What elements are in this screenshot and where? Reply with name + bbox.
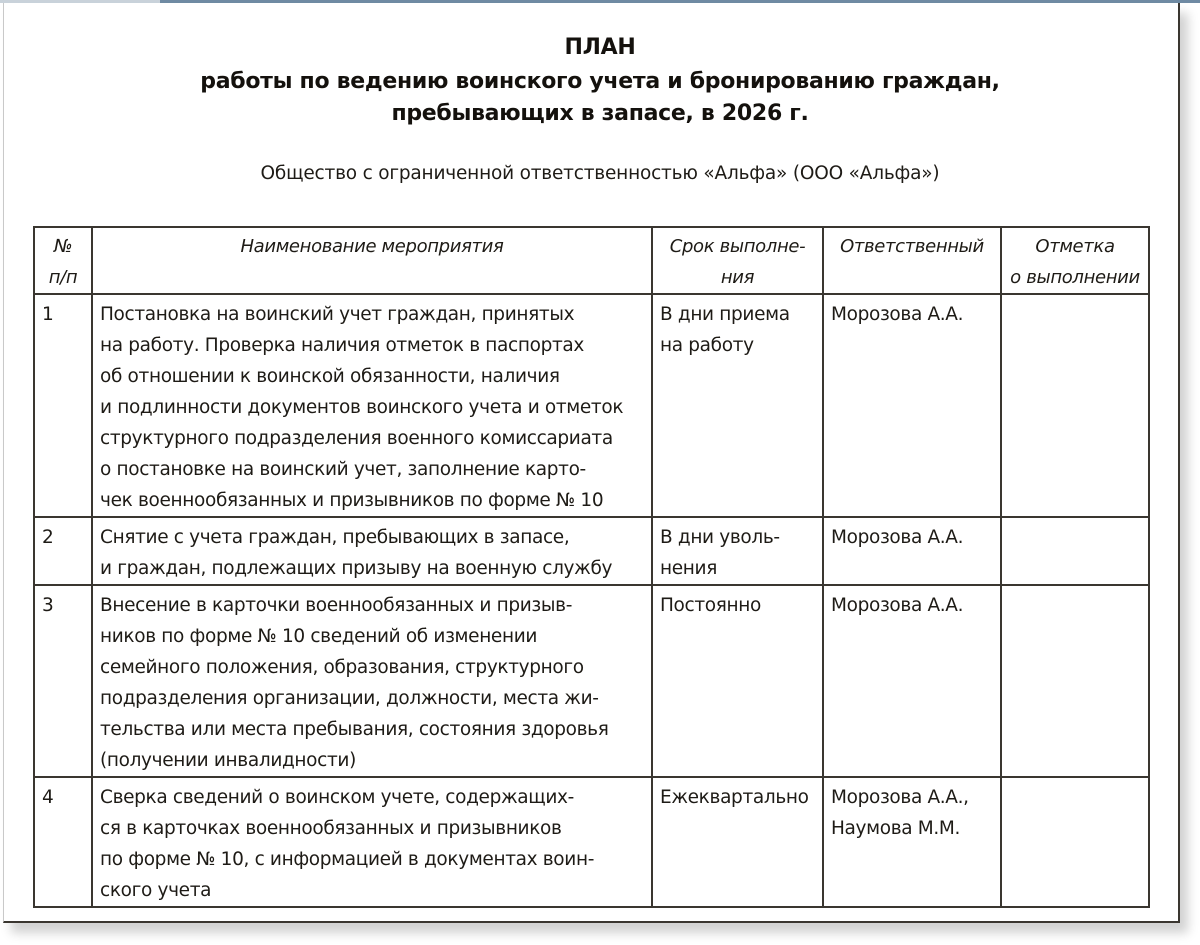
responsible-text: Морозова А.А. bbox=[831, 595, 964, 616]
completion-mark-cell[interactable] bbox=[1001, 585, 1149, 777]
row-number: 1 bbox=[34, 294, 92, 517]
header-text: п/п bbox=[48, 267, 78, 288]
deadline-cell bbox=[652, 585, 823, 777]
responsible-cell bbox=[823, 294, 1001, 517]
activity-text: чек военнообязанных и призывников по форме № 10 bbox=[100, 490, 604, 511]
activity-text: ников по форме № 10 сведений об изменении bbox=[100, 626, 538, 647]
activity-text: ся в карточках военнообязанных и призывников bbox=[100, 818, 562, 839]
deadline-text: нения bbox=[660, 558, 717, 579]
column-header-deadline bbox=[652, 227, 823, 294]
activity-cell bbox=[92, 517, 652, 585]
completion-mark-cell[interactable] bbox=[1001, 517, 1149, 585]
responsible-cell bbox=[823, 585, 1001, 777]
activity-text: тельства или места пребывания, состояния здоровья bbox=[100, 719, 609, 740]
deadline-text: Ежеквартально bbox=[660, 787, 809, 808]
plan-table bbox=[33, 226, 1150, 908]
table-header-row bbox=[34, 227, 1149, 294]
activity-text: (получении инвалидности) bbox=[100, 750, 356, 771]
header-text: ния bbox=[720, 267, 755, 288]
deadline-text: Постоянно bbox=[660, 595, 761, 616]
table-row bbox=[34, 777, 1149, 907]
activity-text: ского учета bbox=[100, 880, 212, 901]
deadline-cell bbox=[652, 517, 823, 585]
row-number: 4 bbox=[34, 777, 92, 907]
column-header-responsible bbox=[823, 227, 1001, 294]
row-number: 2 bbox=[34, 517, 92, 585]
deadline-cell bbox=[652, 777, 823, 907]
document-title: ПЛАН bbox=[564, 35, 636, 60]
responsible-cell bbox=[823, 517, 1001, 585]
activity-cell bbox=[92, 585, 652, 777]
activity-text: Постановка на воинский учет граждан, принятых bbox=[100, 304, 575, 325]
deadline-cell bbox=[652, 294, 823, 517]
responsible-text: Морозова А.А. bbox=[831, 527, 964, 548]
deadline-text: на работу bbox=[660, 335, 754, 356]
responsible-cell bbox=[823, 777, 1001, 907]
organization-name: Общество с ограниченной ответственностью «Альфа» (ООО «Альфа») bbox=[260, 163, 940, 184]
document-subtitle-line-2: пребывающих в запасе, в 2026 г. bbox=[391, 101, 809, 126]
header-text: Отметка bbox=[1035, 236, 1115, 257]
responsible-text: Наумова М.М. bbox=[831, 818, 961, 839]
header-text: Срок выполне- bbox=[669, 236, 806, 257]
activity-text: Сверка сведений о воинском учете, содержащих- bbox=[100, 787, 574, 808]
activity-text: по форме № 10, с информацией в документах воин- bbox=[100, 849, 595, 870]
completion-mark-cell[interactable] bbox=[1001, 777, 1149, 907]
column-header-number bbox=[34, 227, 92, 294]
activity-cell bbox=[92, 294, 652, 517]
activity-cell bbox=[92, 777, 652, 907]
document-subtitle-line-1: работы по ведению воинского учета и бронированию граждан, bbox=[200, 69, 1000, 94]
header-text: № bbox=[53, 236, 73, 257]
activity-text: на работу. Проверка наличия отметок в паспортах bbox=[100, 335, 584, 356]
activity-text: Снятие с учета граждан, пребывающих в запасе, bbox=[100, 527, 570, 548]
row-number: 3 bbox=[34, 585, 92, 777]
deadline-text: В дни уволь- bbox=[660, 527, 780, 548]
header-text: о выполнении bbox=[1010, 267, 1140, 288]
responsible-text: Морозова А.А., bbox=[831, 787, 969, 808]
activity-text: и граждан, подлежащих призыву на военную службу bbox=[100, 558, 613, 579]
table-row bbox=[34, 585, 1149, 777]
activity-text: подразделения организации, должности, места жи- bbox=[100, 688, 599, 709]
table-row bbox=[34, 294, 1149, 517]
activity-text: семейного положения, образования, структурного bbox=[100, 657, 584, 678]
activity-text: и подлинности документов воинского учета и отметок bbox=[100, 397, 624, 418]
column-header-activity bbox=[92, 227, 652, 294]
activity-text: о постановке на воинский учет, заполнение карто- bbox=[100, 459, 586, 480]
table-row bbox=[34, 517, 1149, 585]
column-header-completion-mark bbox=[1001, 227, 1149, 294]
activity-text: Внесение в карточки военнообязанных и призыв- bbox=[100, 595, 573, 616]
completion-mark-cell[interactable] bbox=[1001, 294, 1149, 517]
header-text: Ответственный bbox=[840, 236, 984, 257]
activity-text: об отношении к воинской обязанности, наличия bbox=[100, 366, 560, 387]
deadline-text: В дни приема bbox=[660, 304, 790, 325]
responsible-text: Морозова А.А. bbox=[831, 304, 964, 325]
activity-text: структурного подразделения военного комиссариата bbox=[100, 428, 613, 449]
header-text: Наименование мероприятия bbox=[240, 236, 504, 257]
